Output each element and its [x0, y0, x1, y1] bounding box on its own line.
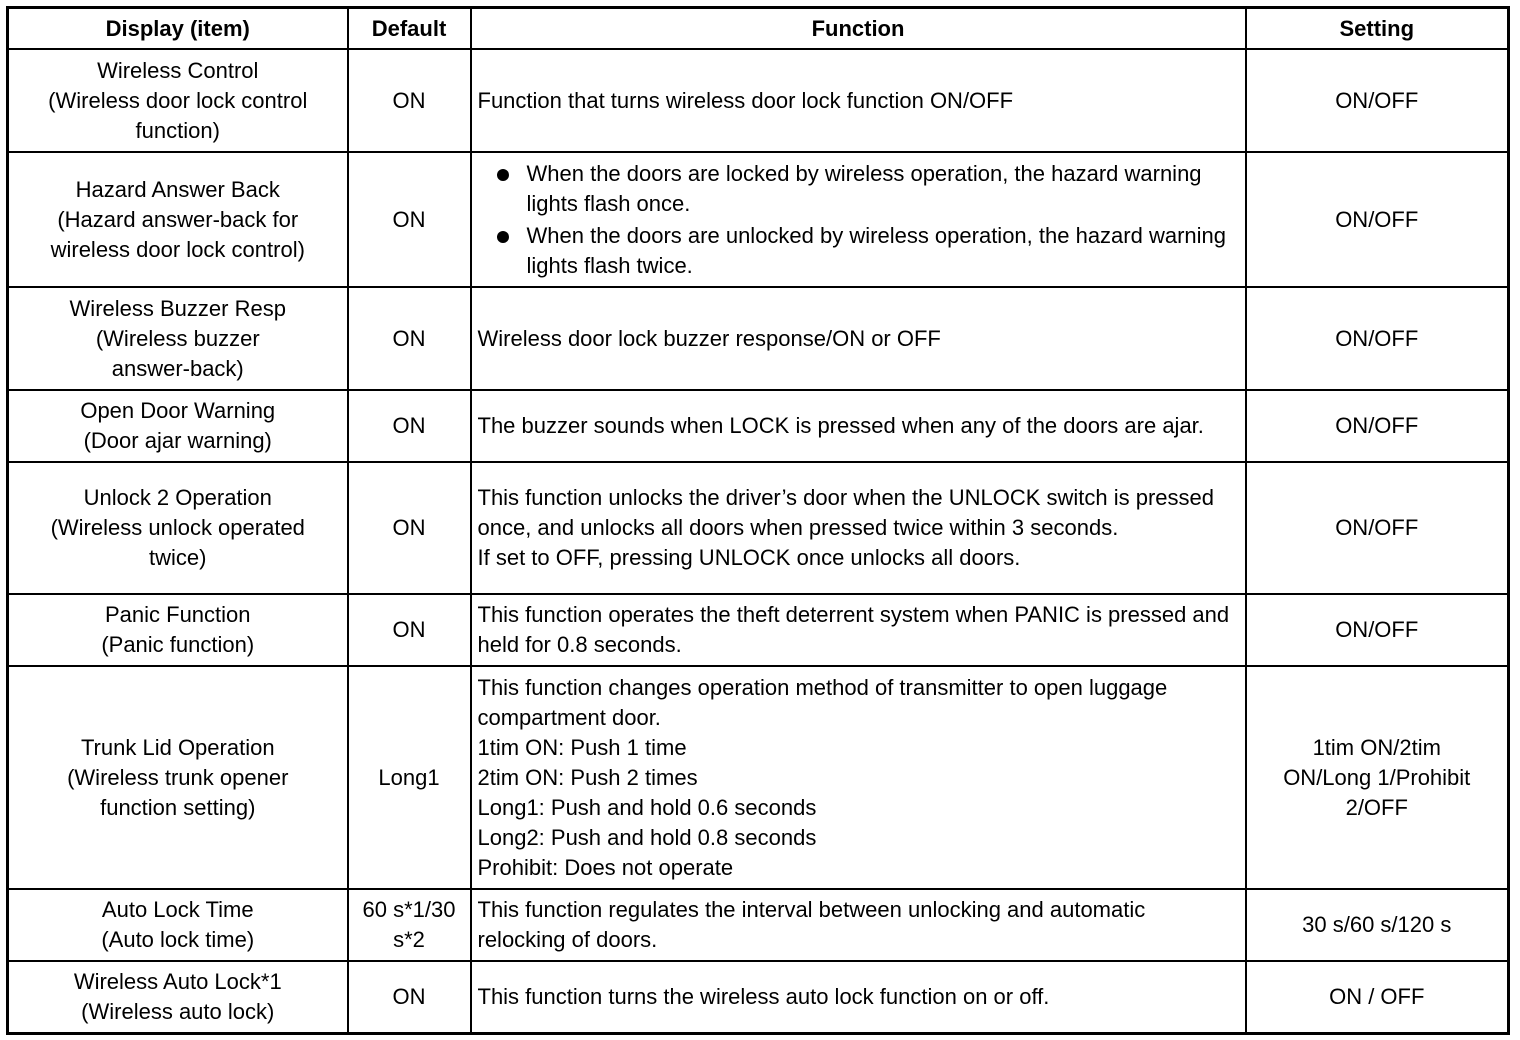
function-cell	[471, 961, 1246, 1033]
display-desc: (Auto lock time)	[101, 927, 255, 952]
display-desc: (Wireless trunk opener	[67, 764, 289, 790]
header-display: Display (item)	[8, 8, 348, 50]
setting-cell: ON/OFF	[1246, 49, 1509, 152]
display-name: Panic Function	[104, 602, 251, 627]
function-option: Prohibit: Does not operate	[477, 854, 734, 880]
default-cell: ON	[348, 49, 471, 152]
default-cell: 60 s*1/30 s*2	[348, 889, 471, 961]
function-cell	[471, 287, 1246, 390]
default-cell: ON	[348, 390, 471, 462]
display-desc: (Wireless buzzer	[95, 325, 260, 351]
display-desc: function)	[135, 117, 220, 143]
function-option: Long2: Push and hold 0.8 seconds	[477, 824, 817, 850]
display-name: Open Door Warning	[80, 398, 276, 423]
setting-cell: ON/OFF	[1246, 287, 1509, 390]
table-row	[8, 594, 1509, 666]
display-name: Hazard Answer Back	[75, 176, 280, 202]
display-cell	[8, 961, 348, 1033]
display-desc: (Wireless auto lock)	[81, 998, 275, 1024]
function-bullet-item: When the doors are unlocked by wireless operation, the hazard warning lights flash twice.	[478, 221, 1239, 281]
function-cell	[471, 594, 1246, 666]
table-row	[8, 390, 1509, 462]
function-option: 1tim ON: Push 1 time	[477, 734, 687, 760]
setting-cell: ON / OFF	[1246, 961, 1509, 1033]
function-cell	[471, 49, 1246, 152]
display-desc: wireless door lock control)	[50, 236, 305, 262]
display-desc: (Hazard answer-back for	[57, 206, 299, 232]
table-row	[8, 152, 1509, 287]
table-row	[8, 49, 1509, 152]
table-row	[8, 462, 1509, 594]
function-text: Wireless door lock buzzer response/ON or OFF	[477, 325, 941, 351]
function-option: Long1: Push and hold 0.6 seconds	[477, 794, 817, 820]
display-desc: function setting)	[100, 794, 256, 820]
function-text: This function turns the wireless auto lock function on or off.	[477, 983, 1050, 1009]
table-row	[8, 287, 1509, 390]
display-name: Wireless Control	[97, 57, 259, 83]
function-text: Function that turns wireless door lock function ON/OFF	[477, 87, 1014, 113]
function-text: If set to OFF, pressing UNLOCK once unlocks all doors.	[477, 545, 1021, 570]
function-cell	[471, 889, 1246, 961]
display-name: Auto Lock Time	[101, 897, 254, 922]
display-desc: answer-back)	[111, 355, 244, 381]
header-default: Default	[348, 8, 471, 50]
function-text: This function operates the theft deterrent system when PANIC is pressed and held for 0.8 seconds.	[477, 602, 1236, 657]
display-desc: (Wireless unlock operated	[50, 515, 305, 540]
setting-cell: ON/OFF	[1246, 390, 1509, 462]
display-cell	[8, 462, 348, 594]
function-cell	[471, 152, 1246, 287]
table-row	[8, 666, 1509, 889]
table-row	[8, 889, 1509, 961]
default-cell: ON	[348, 287, 471, 390]
setting-cell: 1tim ON/2tim ON/Long 1/Prohibit 2/OFF	[1246, 666, 1509, 889]
display-cell	[8, 666, 348, 889]
function-text: This function changes operation method of transmitter to open luggage compartment door.	[477, 674, 1174, 730]
display-cell	[8, 49, 348, 152]
default-cell: ON	[348, 462, 471, 594]
display-cell	[8, 152, 348, 287]
display-desc: twice)	[149, 545, 207, 570]
function-cell	[471, 390, 1246, 462]
setting-cell: ON/OFF	[1246, 152, 1509, 287]
default-cell: ON	[348, 961, 471, 1033]
default-cell: Long1	[348, 666, 471, 889]
display-desc: (Door ajar warning)	[83, 428, 272, 453]
display-cell	[8, 287, 348, 390]
display-cell	[8, 390, 348, 462]
function-cell	[471, 666, 1246, 889]
display-name: Trunk Lid Operation	[80, 734, 275, 760]
display-cell	[8, 889, 348, 961]
header-function: Function	[471, 8, 1246, 50]
header-setting: Setting	[1246, 8, 1509, 50]
function-settings-table	[6, 6, 1510, 1035]
display-name: Wireless Buzzer Resp	[69, 295, 286, 321]
function-text: The buzzer sounds when LOCK is pressed when any of the doors are ajar.	[477, 413, 1204, 438]
function-bullet-item: When the doors are locked by wireless operation, the hazard warning lights flash once.	[478, 159, 1239, 219]
setting-cell: ON/OFF	[1246, 594, 1509, 666]
function-cell	[471, 462, 1246, 594]
setting-cell: 30 s/60 s/120 s	[1246, 889, 1509, 961]
display-name: Wireless Auto Lock*1	[73, 968, 282, 994]
display-name: Unlock 2 Operation	[83, 485, 272, 510]
default-cell: ON	[348, 152, 471, 287]
display-cell	[8, 594, 348, 666]
function-option: 2tim ON: Push 2 times	[477, 764, 698, 790]
function-text: This function unlocks the driver’s door when the UNLOCK switch is pressed once, and unlocks all doors when pressed twice within 3 seconds.	[477, 485, 1221, 540]
display-desc: (Panic function)	[101, 632, 255, 657]
table-row	[8, 961, 1509, 1033]
function-bullet-list	[478, 159, 1239, 281]
setting-cell: ON/OFF	[1246, 462, 1509, 594]
function-text: This function regulates the interval between unlocking and automatic relocking of doors.	[477, 897, 1152, 952]
table-header-row	[8, 8, 1509, 50]
display-desc: (Wireless door lock control	[48, 87, 308, 113]
default-cell: ON	[348, 594, 471, 666]
